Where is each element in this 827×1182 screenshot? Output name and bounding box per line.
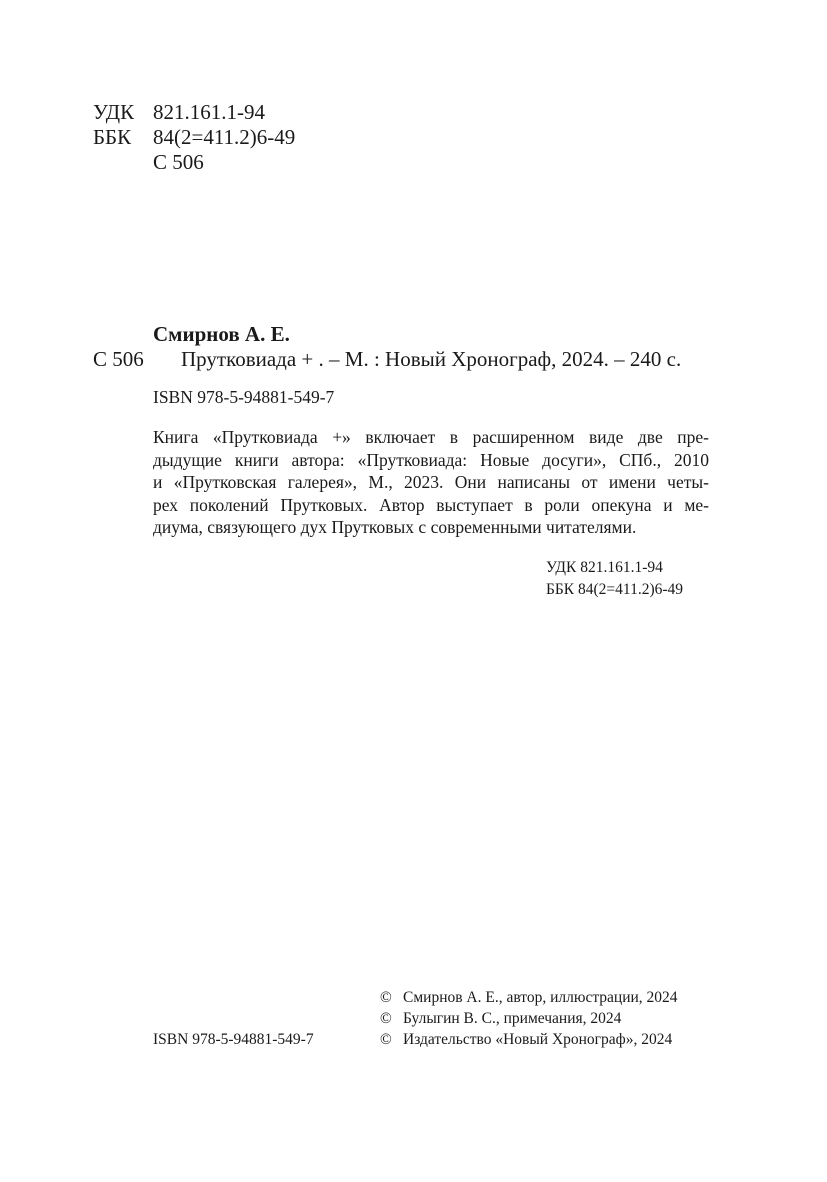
annotation-line: рех поколений Прутковых. Автор выступает в роли опекуна и ме- — [153, 494, 709, 515]
udk-label: УДК — [93, 100, 135, 124]
annotation-line: дыдущие книги автора: «Прутковиада: Новые досуги», СПб., 2010 — [153, 449, 709, 470]
annotation-line: диума, связующего дух Прутковых с современными читателями. — [153, 517, 637, 538]
record-bibliographic-line: Прутковиада + . – М. : Новый Хронограф, 2024. – 240 с. — [181, 347, 682, 371]
copyright-text: Смирнов А. Е., автор, иллюстрации, 2024 — [403, 989, 678, 1006]
right-udk: УДК 821.161.1-94 — [546, 559, 663, 576]
record-author: Смирнов А. Е. — [153, 322, 290, 346]
copyright-text: Издательство «Новый Хронограф», 2024 — [403, 1031, 673, 1048]
copyright-row — [380, 1009, 678, 1030]
record-index-code: С 506 — [93, 347, 144, 371]
copyright-row — [380, 1030, 678, 1051]
bbk-label: ББК — [93, 125, 132, 149]
udk-value: 821.161.1-94 — [153, 100, 265, 124]
bbk-value: 84(2=411.2)6-49 — [153, 125, 296, 149]
annotation-line: и «Прутковская галерея», М., 2023. Они написаны от имени четы- — [153, 472, 709, 493]
copyright-icon: © — [380, 989, 392, 1006]
copyright-text: Булыгин В. С., примечания, 2024 — [403, 1010, 622, 1027]
copyright-row — [380, 988, 678, 1009]
copyright-block — [380, 988, 678, 1051]
record-isbn: ISBN 978-5-94881-549-7 — [153, 387, 335, 407]
right-bbk: ББК 84(2=411.2)6-49 — [546, 581, 684, 598]
annotation-line: Книга «Прутковиада +» включает в расширенном виде две пре- — [153, 427, 709, 447]
author-sign: С 506 — [153, 150, 204, 174]
copyright-icon: © — [380, 1031, 392, 1048]
footer-isbn: ISBN 978-5-94881-549-7 — [153, 1031, 314, 1048]
copyright-icon: © — [380, 1010, 392, 1027]
annotation — [153, 426, 709, 539]
